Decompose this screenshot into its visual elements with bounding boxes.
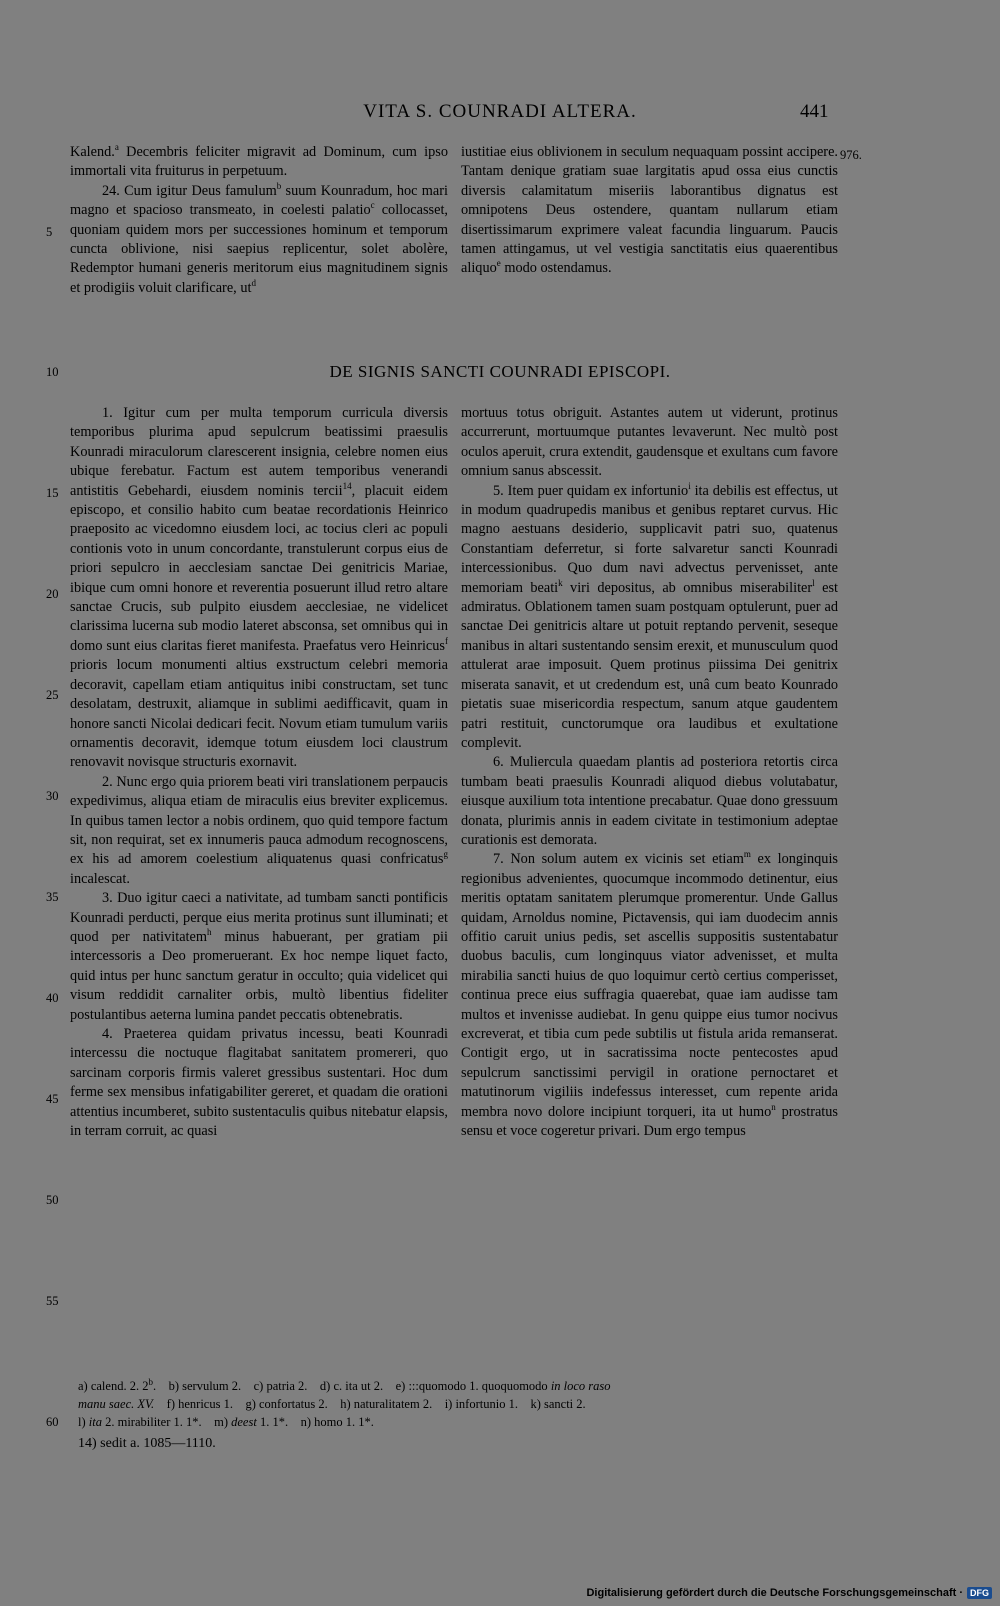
body-right-para: 6. Muliercula quaedam plantis ad posteriora retortis circa tumbam beati praesulis Kounradi aliquod diebus volutabatur, eiusque auxilium tota intentione precabatur. Quae dono gressuum donata, plurimis annis in eadem civitate in testimonium adeptae curationis est demorata. bbox=[461, 754, 838, 848]
editor-footnote: 14) sedit a. 1085—1110. bbox=[78, 1436, 216, 1451]
body-right-column bbox=[461, 404, 838, 1141]
line-number: 35 bbox=[46, 890, 59, 904]
body-right-para: 5. Item puer quidam ex infortunio$^i$ ita debilis est effectus, ut in modum quadrupedis manibus et genibus reptaret curvus. Hic magno aestuans desiderio, supplicavit patri suo, quatenus Constantiam deferretur, si forte salvaretur sancti Kounradi intercessionibus. Quo dum navi advectus pervenisset, ante memoriam beati$^k$ viri depositus, ab omnibus miserabiliter$^l$ est admiratus. Oblationem tamen suam postquam optulerunt, puer ad sanctae Dei genitricis altare ut potuit reptando pervenit, seseque manibus in altari sustentando sensim erexit, et munusculum quod attulerat arae imposuit. Quem protinus piissima Dei genitrix miserata sanavit, et ut credendum est, unâ cum beato Kounrado pietatis suae misericordia respectum, sanum atque gaudentem patri restituit, cunctorumque ora laudibus et exultatione complevit. bbox=[461, 480, 838, 751]
footnote-line: a) calend. 2. 2$^b$. b) servulum 2. c) patria 2. d) c. ita ut 2. e) :::quomodo 1. quoquomodo in loco raso bbox=[78, 1376, 611, 1393]
body-right-para: mortuus totus obriguit. Astantes autem ut viderunt, protinus accurrerunt, mortuumque putantes levaverunt. Nec multò post oculos aperuit, crura extendit, gaudensque et exultans cum favore omnium sanus abscessit. bbox=[461, 405, 838, 480]
line-number: 45 bbox=[46, 1092, 59, 1106]
body-left-para: 3. Duo igitur caeci a nativitate, ad tumbam sancti pontificis Kounradi perducti, perque eius merita protinus sunt illuminati; et quod per nativitatem$^h$ minus habuerant, per gratiam pii intercessoris a Deo promeruerant. Ex hoc nempe liquet facto, quid intus per hunc sanctum geratur in occulto; quia videlicet qui visum reddidit carnaliter orbis, multò libentius fideliter postulantibus aeterna lumina pandet peccatis obtenebratis. bbox=[70, 890, 448, 1023]
footer-credit-text: Digitalisierung gefördert durch die Deutsche Forschungsgemeinschaft · bbox=[586, 1587, 963, 1599]
footnotes bbox=[78, 1377, 858, 1453]
line-number: 15 bbox=[46, 486, 59, 500]
line-number-right: 976. bbox=[840, 148, 862, 162]
intro-right-para: iustitiae eius oblivionem in seculum nequaquam possint accipere. Tantam denique gratiam suae largitatis apud ossa eius cunctis diversis calamitatum miseriis laborantibus dignatus est omnipotens Deus ostendere, quantam nullarum etiam disertissimarum exprimere valeat facundia linguarum. Paucis tamen attingamus, ut vel vestigia sanctitatis eius quaerentibus aliquo$^e$ modo ostendamus. bbox=[461, 144, 838, 277]
line-number: 25 bbox=[46, 688, 59, 702]
line-number: 40 bbox=[46, 991, 59, 1005]
line-number: 10 bbox=[46, 365, 59, 379]
footnote-line: manu saec. XV. f) henricus 1. g) confortatus 2. h) naturalitatem 2. i) infortunio 1. k) sancti 2. bbox=[78, 1397, 586, 1411]
intro-left-para: 24. Cum igitur Deus famulum$^b$ suum Kounradum, hoc mari magno et spacioso transmeato, in coelesti palatio$^c$ collocasset, quoniam quidem mors per successiones hominum et temporum cuncta oblivione, nisi saepius replicentur, solet abolère, Redemptor humani generis meritorum eius magnitudinem signis et prodigiis voluit clarificare, $ut^d$ bbox=[70, 181, 449, 296]
page-number: 441 bbox=[800, 101, 829, 122]
section-heading: DE SIGNIS SANCTI COUNRADI EPISCOPI. bbox=[329, 362, 671, 381]
intro-right-column bbox=[461, 143, 838, 279]
footer-credit bbox=[586, 1587, 992, 1599]
line-number: 30 bbox=[46, 789, 59, 803]
footnote-line: l) ita 2. mirabiliter 1. 1*. m) deest 1. 1*. n) homo 1. 1*. bbox=[78, 1415, 374, 1429]
intro-left-column bbox=[70, 143, 448, 298]
body-right-para: 7. Non solum autem ex vicinis set etiam$^m$ ex longinquis regionibus advenientes, quocumque incommodo detinentur, eius meritis optatam sanitatem plerumque promerentur. Unde Gallus quidam, Arnoldus nomine, Pictavensis, qui iam duodecim annis offitio caruit unius pedis, set ascellis suppositis sustentabatur duobus baculis, cum longinquus viator advenisset, et multa mirabilia sancti huius de quo loquimur certò certius comperisset, continua prece eius suffragia quaerebat, quae iam audisse tam multos et invenisse audiebat. In genu quippe eius tumor nocivus excreverat, et tibia cum pede subtilis ut fistula arida remanserat. Contigit ergo, ut in sacratissima nocte pentecostes apud sepulcrum sanctissimi pervigil in oratione pernoctaret et matutinorum vigiliis indefessus interesset, cum repente arida membra novo dolore incipiunt torqueri, ita ut humo$^n$ prostratus sensu et voce cogeretur privari. Dum ergo tempus bbox=[461, 849, 838, 1140]
running-title: VITA S. COUNRADI ALTERA. bbox=[363, 101, 637, 122]
line-number: 50 bbox=[46, 1193, 59, 1207]
line-number: 60 bbox=[46, 1415, 59, 1429]
body-left-para: 2. Nunc ergo quia priorem beati viri translationem perpaucis expedivimus, aliqua etiam de miraculis eius breviter explicemus. In quibus tamen lector a nobis ordinem, quo quid tempore factum sit, non requirat, set ex innumeris pauca admodum recognoscens, ex his ad amorem coelestium aliquatenus quasi confricatus$^g$ incalescat. bbox=[70, 773, 448, 887]
line-number: 20 bbox=[46, 587, 59, 601]
dfg-logo-icon: DFG bbox=[967, 1587, 992, 1599]
body-left-para: 4. Praeterea quidam privatus incessu, beati Kounradi intercessu die noctuque flagitabat sanitatem promereri, quo sarcinam corporis firmis valeret gressibus sustentari. Hoc dum ferme sex mensibus infatigabiliter gereret, et quadam die orationi attentius incumberet, subito sustentaculis quibus nitebatur elapsis, in terram corruit, ac quasi bbox=[70, 1026, 448, 1140]
intro-left-para: Kalend.$^a$ Decembris feliciter migravit ad Dominum, cum ipso immortali vita fruiturus in perpetuum. bbox=[70, 142, 448, 180]
body-left-para: 1. Igitur cum per multa temporum curricula diversis temporibus plurima apud sepulcrum beatissimi praesulis Kounradi miraculorum clarescerent insignia, celebre nomen eius ubique ferebatur. Factum est autem temporibus venerandi antistitis Gebehardi, eiusdem nominis tercii$^{14}$, placuit eidem episcopo, et consilio habito cum beatae recordationis Heinrico praeposito ac vicedomno eiusdem loci, ac tocius cleri ac populi contionis voto in unum concordante, transtulerunt corpus eius de priori sepulcro in aecclesiam sanctae Dei genitricis Mariae, ibique cum omni honore et reverentia posuerunt illud retro altare sanctae Crucis, sub pulpito eiusdem aecclesiae, ne videlicet clarissima lucerna sub modio lateret absconsa, set omnibus qui in domo sunt eius claritas fieret manifesta. Praefatus vero Heinricus$^f$ prioris locum monumenti altius exstructum celebri memoria decoravit, capellam etiam antiquitus inibi constructam, set tunc desolatam, destruxit, aliamque in sublimi aedifficavit, quam in honore sancti Nicolai dedicari fecit. Novum etiam tumulum variis ornamentis decoravit, idemque totum eiusdem loci claustrum renovavit novisque structuris exornavit. bbox=[70, 405, 448, 771]
body-left-column bbox=[70, 404, 448, 1141]
line-number: 5 bbox=[46, 225, 53, 239]
line-number: 55 bbox=[46, 1294, 59, 1308]
